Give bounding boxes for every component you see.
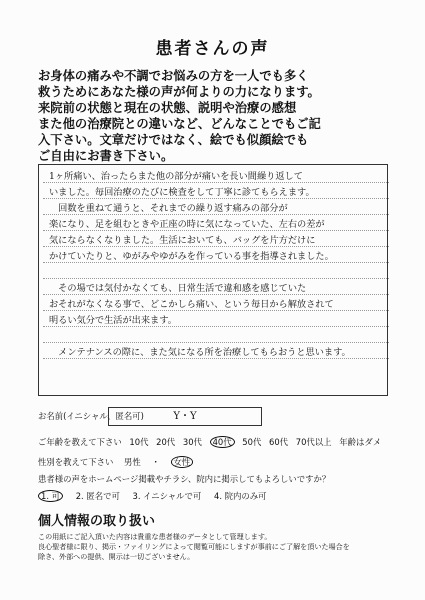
privacy-line: 除き、外部への提供、開示は一切ございません。 [38, 552, 195, 561]
name-field[interactable]: Y・Y [108, 407, 262, 426]
gender-separator: ・ [151, 457, 160, 467]
gender-label: 性別を教えて下さい [38, 457, 114, 467]
intro-line: ご自由にお書き下さい。 [38, 149, 174, 163]
permission-question: 患者様の声をホームページ掲載やチラシ、院内に掲示してもよろしいですか？ [38, 474, 331, 484]
age-option[interactable]: 70代以上 [295, 437, 332, 447]
age-row [38, 436, 386, 448]
age-option[interactable]: 50代 [242, 437, 262, 447]
handwritten-line: メンテナンスの際に、また気になる所を治療してもらおうと思います。 [49, 345, 383, 361]
intro-line: また他の治療院との違いなど、どんなことでもご記 [38, 117, 321, 131]
handwritten-line [49, 265, 383, 281]
handwritten-line: その場では気付かなくても、日常生活で違和感を感じていた [49, 281, 383, 297]
handwritten-line: かけていたりと、ゆがみやゆがみを作っている事を指導されました。 [49, 249, 383, 265]
handwritten-line: いました。毎回治療のたびに検査をして丁寧に診てもらえます。 [49, 185, 383, 201]
handwritten-line: 気にならなくなりました。生活においても、バッグを片方だけに [49, 233, 383, 249]
permission-option[interactable]: 1. 可 [38, 490, 63, 502]
age-option[interactable]: 30代 [182, 437, 202, 447]
privacy-text [38, 532, 388, 562]
permission-option[interactable]: 2. 匿名で可 [75, 491, 120, 501]
handwritten-text [49, 169, 383, 361]
privacy-title: 個人情報の取り扱い [38, 514, 156, 529]
age-option[interactable]: 20代 [156, 437, 176, 447]
gender-option-male[interactable]: 男性 [124, 457, 141, 467]
handwritten-line: 回数を重ねて通うと、それまでの繰り返す痛みの部分が [49, 201, 383, 217]
handwritten-line: 楽になり、足を組むときや正座の時に気になっていた、左右の差が [49, 217, 383, 233]
permission-options [38, 490, 277, 502]
name-label: お名前(イニシャル、匿名可) [38, 411, 144, 421]
intro-line: 救うためにあなた様の声が何よりの力になります。 [38, 85, 320, 99]
privacy-line: 良心聖者様に限り、掲示・ファイリングによって閲覧可能にしますが事前にご了解を頂いた場合を [38, 542, 350, 551]
intro-text [38, 68, 396, 164]
intro-line: 来院前の状態と現在の状態、説明や治療の感想 [38, 101, 297, 115]
permission-option[interactable]: 4. 院内のみ可 [213, 491, 267, 501]
age-option[interactable]: 40代 [210, 436, 235, 448]
permission-option[interactable]: 3. イニシャルで可 [132, 491, 202, 501]
gender-option-female[interactable]: 女性 [171, 456, 194, 468]
handwritten-letter-box [38, 164, 388, 396]
age-option[interactable]: 10代 [129, 437, 149, 447]
gender-row [38, 456, 201, 468]
page-title: 患者さんの声 [155, 39, 270, 59]
handwritten-line [49, 329, 383, 345]
privacy-line: この用紙にご記入頂いた内容は貴重な患者様のデータとして管理します。 [38, 532, 272, 541]
handwritten-line: 1ヶ所痛い、治ったらまた他の部分が痛いを長い間繰り返して [49, 169, 383, 185]
age-label: ご年齢を教えて下さい [38, 437, 122, 447]
intro-line: お身体の痛みや不調でお悩みの方を一人でも多く [38, 69, 309, 83]
intro-line: 入下さい。文章だけではなく、絵でも似顔絵でも [38, 133, 309, 147]
handwritten-line: 明るい気分で生活が出来ます。 [49, 313, 383, 329]
age-option[interactable]: 60代 [269, 437, 289, 447]
handwritten-line: おそれがなくなる事で、どこかしら痛い、という毎日から解放されて [49, 297, 383, 313]
age-option[interactable]: 年齢はダメ [339, 437, 382, 447]
